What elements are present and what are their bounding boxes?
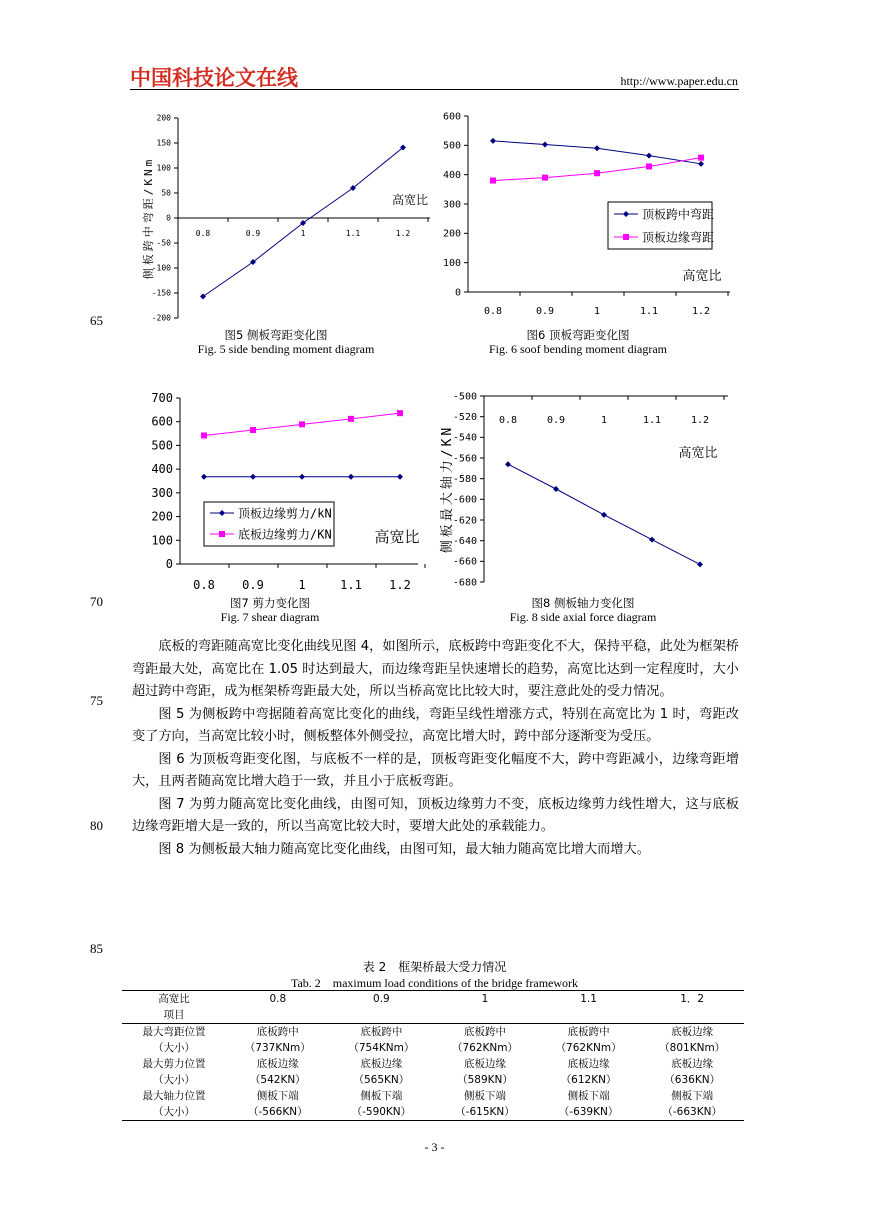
- cell-position: 侧板下端: [256, 1090, 299, 1102]
- data-point: [348, 416, 354, 422]
- y-tick-label: 400: [442, 170, 461, 181]
- load-table: [122, 990, 744, 1121]
- legend-label: 顶板边缘弯距: [642, 230, 715, 245]
- data-point: [201, 432, 207, 438]
- table-cell: [640, 1088, 744, 1121]
- chart-fig6: [430, 108, 730, 328]
- paragraph: 图 5 为侧板跨中弯据随着高宽比变化的曲线，弯距呈线性增涨方式，特别在高宽比为 1 时，弯距改变了方向，当高宽比较小时，侧板整体外侧受拉，高宽比增大时，跨中部分逐渐变为受压。: [132, 706, 739, 744]
- table-cell: [330, 1056, 434, 1088]
- table-title-en: Tab. 2 maximum load conditions of the bridge framework: [290, 976, 579, 990]
- y-tick-label: -50: [156, 238, 171, 248]
- y-tick-label: 0: [166, 213, 171, 223]
- y-tick-label: -540: [452, 432, 477, 444]
- y-tick-label: 500: [442, 140, 461, 152]
- row-label: [122, 1088, 226, 1121]
- x-tick-label: 1.1: [642, 415, 662, 426]
- column-header: 1.1: [580, 993, 597, 1005]
- corner-bottom: 项目: [163, 1009, 185, 1021]
- table-row: [122, 1056, 744, 1088]
- row-label: [122, 1056, 226, 1088]
- x-tick-label: 0.8: [498, 415, 518, 426]
- legend-label: 顶板跨中弯距: [642, 207, 715, 222]
- row-label-main: 最大轴力位置: [142, 1090, 206, 1102]
- table-header-row: [122, 991, 744, 1024]
- y-axis-title: 侧板最大轴力/KN: [440, 424, 455, 554]
- y-tick-label: -200: [151, 313, 171, 323]
- cell-position: 底板边缘: [256, 1058, 299, 1070]
- y-tick-label: 300: [151, 485, 173, 500]
- y-tick-label: 0: [454, 287, 461, 299]
- fig8-caption-cn: 图8 侧板轴力变化图: [531, 596, 635, 610]
- data-point: [505, 461, 511, 467]
- series-line: [493, 158, 701, 181]
- x-tick-label: 1.1: [345, 229, 361, 238]
- x-axis-title: 高宽比: [374, 528, 420, 546]
- data-point: [397, 474, 403, 480]
- chart-fig7: [130, 385, 430, 595]
- y-tick-label: -560: [452, 453, 477, 465]
- cell-value: （-639KN）: [558, 1106, 619, 1118]
- fig5-caption-en: Fig. 5 side bending moment diagram: [197, 342, 375, 356]
- paragraph: 底板的弯距随高宽比变化曲线见图 4，如图所示，底板跨中弯距变化不大，保持平稳，此处为框架桥弯距最大处，高宽比在 1.05 时达到最大，而边缘弯距呈快速增长的趋势，高宽比达到一定程度时，大小超过跨中弯距，成为框架桥弯距最大处，所以当桥高宽比比较大时，要注意此处的受力情况。: [132, 639, 739, 699]
- x-tick-label: 1: [300, 229, 306, 238]
- chart-fig8: [430, 385, 730, 595]
- x-tick-label: 1.2: [691, 306, 711, 317]
- cell-value: （636KN）: [664, 1074, 721, 1086]
- cell-value: （612KN）: [560, 1074, 617, 1086]
- cell-value: （-566KN）: [248, 1106, 308, 1118]
- cell-position: 底板边缘: [567, 1058, 610, 1070]
- x-tick-label: 1.2: [395, 229, 411, 238]
- y-tick-label: 500: [151, 438, 173, 453]
- table-cell: [226, 1056, 330, 1088]
- cell-value: （589KN）: [457, 1074, 513, 1086]
- y-tick-label: -600: [452, 494, 477, 506]
- data-point: [299, 474, 305, 480]
- fig5-caption-cn: 图5 侧板弯距变化图: [224, 328, 328, 342]
- paragraph: 图 7 为剪力随高宽比变化曲线，由图可知，顶板边缘剪力不变，底板边缘剪力线性增大，这与底板边缘弯距增大是一致的，所以当高宽比较大时，要增大此处的承载能力。: [132, 796, 739, 834]
- fig6-caption-en: Fig. 6 soof bending moment diagram: [489, 342, 667, 356]
- journal-logo: 中国科技论文在线: [130, 66, 298, 90]
- data-point: [646, 153, 652, 159]
- table-cell: [226, 1088, 330, 1121]
- line-number: 70: [90, 594, 103, 609]
- x-tick-label: 0.9: [546, 415, 566, 426]
- legend-label: 底板边缘剪力/KN: [238, 527, 332, 542]
- line-number: 65: [90, 313, 103, 328]
- data-point: [646, 163, 652, 169]
- x-axis-title: 高宽比: [682, 269, 722, 284]
- column-header: 0.9: [373, 993, 390, 1005]
- cell-value: （737KNm）: [244, 1042, 311, 1054]
- row-label-sub: （大小）: [153, 1042, 195, 1054]
- table-cell: [537, 1088, 641, 1121]
- x-tick-label: 1.2: [389, 578, 411, 592]
- x-axis-title: 高宽比: [391, 193, 429, 207]
- data-point: [397, 410, 403, 416]
- table-cell: [330, 1088, 434, 1121]
- corner-top: 高宽比: [158, 993, 190, 1005]
- data-point: [250, 474, 256, 480]
- data-point: [594, 145, 600, 151]
- header-rule: [130, 89, 739, 90]
- data-point: [219, 531, 225, 537]
- y-tick-label: -150: [151, 288, 171, 298]
- x-tick-label: 0.9: [535, 306, 555, 317]
- y-tick-label: -660: [452, 556, 477, 568]
- body-text: [132, 636, 739, 861]
- table-cell: [537, 1024, 641, 1057]
- row-label-main: 最大剪力位置: [142, 1058, 206, 1070]
- y-tick-label: 400: [151, 462, 173, 477]
- y-tick-label: -680: [452, 577, 477, 589]
- cell-position: 侧板下端: [567, 1090, 610, 1102]
- y-tick-label: 700: [151, 391, 173, 405]
- row-label-sub: （大小）: [153, 1074, 195, 1086]
- y-tick-label: 200: [442, 228, 461, 240]
- y-tick-label: 100: [442, 258, 461, 269]
- x-tick-label: 0.8: [193, 578, 215, 592]
- x-tick-label: 0.8: [483, 306, 503, 317]
- x-tick-label: 1: [600, 415, 608, 426]
- row-label-sub: （大小）: [153, 1106, 195, 1118]
- y-tick-label: 150: [156, 138, 171, 148]
- y-tick-label: 0: [165, 557, 173, 571]
- x-tick-label: 1: [298, 578, 306, 592]
- cell-value: （-615KN）: [455, 1106, 515, 1118]
- data-point: [698, 161, 704, 167]
- y-tick-label: -640: [452, 536, 477, 547]
- data-point: [698, 155, 704, 161]
- cell-value: （754KNm）: [348, 1042, 415, 1054]
- line-number: 75: [90, 693, 103, 708]
- cell-position: 底板跨中: [567, 1026, 610, 1038]
- y-tick-label: 200: [151, 509, 173, 524]
- data-point: [542, 175, 548, 181]
- row-label: [122, 1024, 226, 1057]
- table-cell: [226, 1024, 330, 1057]
- table-cell: [640, 1056, 744, 1088]
- y-tick-label: -580: [452, 474, 477, 485]
- x-tick-label: 1: [593, 306, 601, 317]
- cell-value: （801KNm）: [659, 1042, 726, 1054]
- data-point: [601, 512, 607, 518]
- table-cell: [537, 1056, 641, 1088]
- y-tick-label: 100: [156, 163, 171, 173]
- paragraph: 图 6 为顶板弯距变化图，与底板不一样的是，顶板弯距变化幅度不大，跨中弯距减小，边缘弯距增大，且两者随高宽比增大趋于一致，并且小于底板弯距。: [132, 751, 739, 789]
- page-number: - 3 -: [424, 1140, 445, 1154]
- x-tick-label: 1.1: [639, 306, 659, 317]
- y-tick-label: 300: [442, 199, 461, 211]
- table-cell: [433, 1024, 537, 1057]
- series-line: [493, 141, 701, 164]
- cell-value: （565KN）: [353, 1074, 410, 1086]
- cell-position: 底板跨中: [360, 1026, 403, 1038]
- data-point: [490, 138, 496, 144]
- x-tick-label: 1.1: [340, 578, 362, 592]
- data-point: [200, 294, 206, 300]
- x-tick-label: 1.2: [690, 415, 710, 426]
- cell-value: （762KNm）: [555, 1042, 622, 1054]
- x-axis-title: 高宽比: [678, 446, 718, 461]
- x-tick-label: 0.9: [245, 229, 261, 238]
- cell-position: 底板边缘: [671, 1058, 714, 1070]
- y-tick-label: -520: [452, 412, 477, 423]
- data-point: [299, 421, 305, 427]
- cell-position: 侧板下端: [463, 1090, 506, 1102]
- fig7-caption-cn: 图7 剪力变化图: [230, 596, 310, 610]
- table-cell: [640, 1024, 744, 1057]
- cell-position: 侧板下端: [671, 1090, 714, 1102]
- y-tick-label: 100: [151, 533, 173, 548]
- table-cell: [433, 1088, 537, 1121]
- cell-value: （762KNm）: [451, 1042, 518, 1054]
- cell-position: 底板跨中: [463, 1026, 506, 1038]
- data-point: [553, 486, 559, 492]
- cell-position: 底板边缘: [463, 1058, 506, 1070]
- cell-value: （542KN）: [249, 1074, 306, 1086]
- fig8-caption-en: Fig. 8 side axial force diagram: [509, 610, 657, 624]
- data-point: [348, 474, 354, 480]
- cell-value: （-663KN）: [662, 1106, 722, 1118]
- chart-fig5: [130, 108, 430, 328]
- fig6-caption-cn: 图6 顶板弯距变化图: [526, 328, 630, 342]
- y-tick-label: 200: [156, 113, 171, 123]
- y-axis-title: 侧板跨中弯距/KNm: [142, 156, 155, 280]
- y-tick-label: 600: [442, 111, 461, 123]
- table-row: [122, 1088, 744, 1121]
- cell-value: （-590KN）: [351, 1106, 412, 1118]
- legend-label: 顶板边缘剪力/kN: [238, 506, 332, 521]
- data-point: [250, 427, 256, 433]
- y-tick-label: -620: [452, 515, 477, 527]
- fig7-caption-en: Fig. 7 shear diagram: [220, 610, 320, 624]
- table-title-cn: 表 2 框架桥最大受力情况: [362, 960, 507, 974]
- cell-position: 底板跨中: [256, 1026, 299, 1038]
- line-number: 80: [90, 818, 103, 833]
- data-point: [201, 474, 207, 480]
- table-corner-cell: [122, 991, 226, 1024]
- paragraph: 图 8 为侧板最大轴力随高宽比变化曲线，由图可知，最大轴力随高宽比增大而增大。: [158, 841, 650, 857]
- table-row: [122, 1024, 744, 1057]
- table-cell: [433, 1056, 537, 1088]
- column-header: 1．2: [680, 993, 705, 1005]
- data-point: [594, 170, 600, 176]
- y-tick-label: -500: [452, 391, 477, 403]
- cell-position: 底板边缘: [671, 1026, 714, 1038]
- column-header: 1: [481, 993, 489, 1005]
- line-number: 85: [90, 941, 103, 956]
- data-point: [542, 141, 548, 147]
- data-point: [697, 561, 703, 567]
- y-tick-label: 50: [161, 188, 171, 198]
- data-point: [623, 234, 629, 240]
- data-point: [649, 537, 655, 543]
- header-url: http://www.paper.edu.cn: [620, 74, 738, 88]
- row-label-main: 最大弯距位置: [142, 1026, 206, 1038]
- cell-position: 底板边缘: [360, 1058, 403, 1070]
- data-point: [490, 178, 496, 184]
- cell-position: 侧板下端: [360, 1090, 403, 1102]
- y-tick-label: -100: [151, 263, 171, 273]
- x-tick-label: 0.8: [195, 229, 211, 238]
- y-tick-label: 600: [151, 414, 173, 429]
- column-header: 0.8: [269, 993, 287, 1005]
- table-cell: [330, 1024, 434, 1057]
- x-tick-label: 0.9: [242, 578, 264, 592]
